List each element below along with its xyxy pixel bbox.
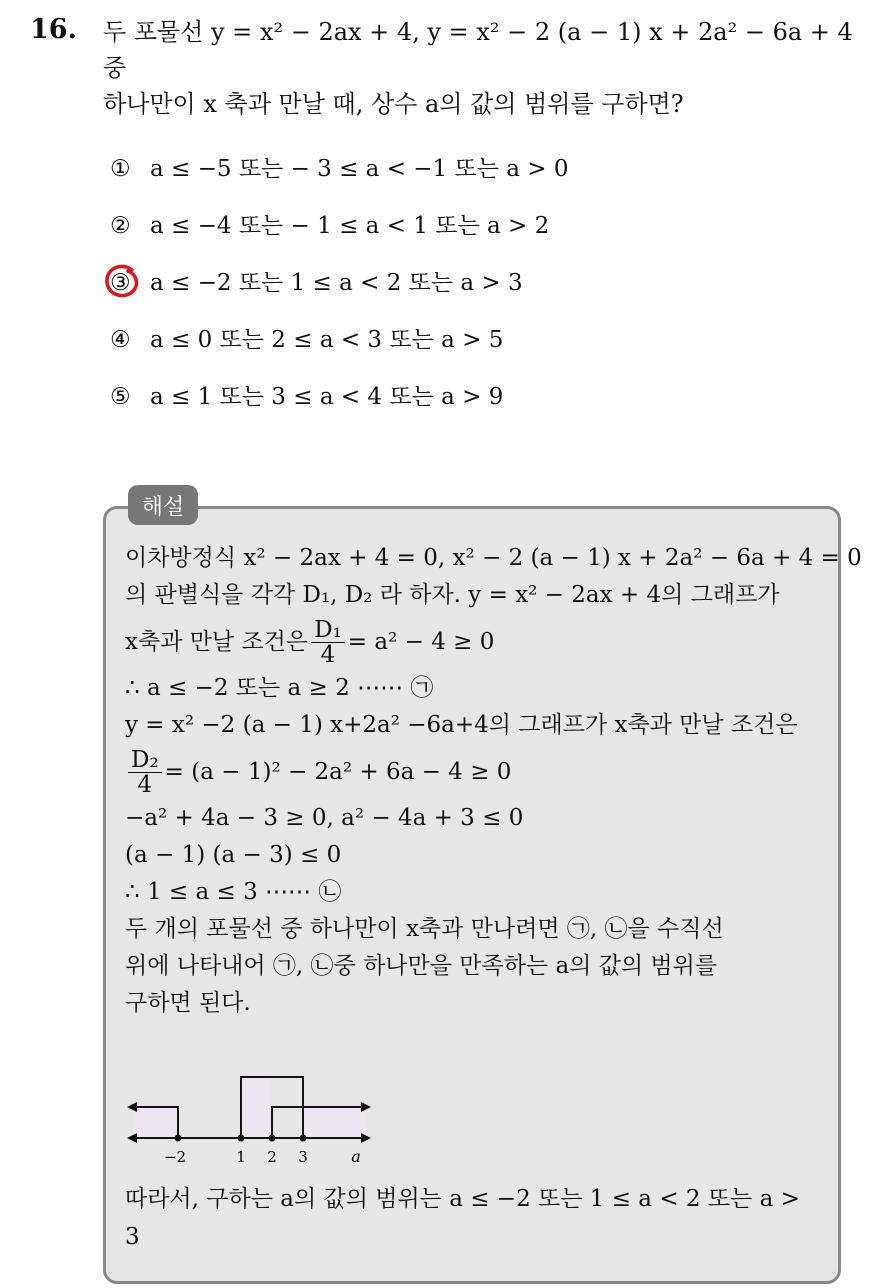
solution-text — [125, 540, 862, 1022]
answer-circle-mark — [102, 262, 142, 302]
question-line-1: 두 포물선 y = x² − 2ax + 4, y = x² − 2 (a − 1) x + 2a² − 6a + 4 중 — [103, 18, 853, 82]
choice-text: a ≤ −5 또는 − 3 ≤ a < −1 또는 a > 0 — [150, 155, 569, 182]
solution-line: ∴ a ≤ −2 또는 a ≥ 2 ⋯⋯ ㉠ — [125, 675, 434, 701]
point-3 — [300, 1135, 307, 1142]
solution-line: ∴ 1 ≤ a ≤ 3 ⋯⋯ ㉡ — [125, 879, 342, 905]
axis-label: a — [351, 1147, 361, 1166]
choices-list — [110, 140, 810, 425]
shade-region-middle — [241, 1077, 271, 1138]
point-1 — [238, 1135, 245, 1142]
choice-5[interactable] — [110, 368, 810, 425]
conclusion-line-2: 3 — [125, 1224, 140, 1250]
fraction-d2-over-4 — [128, 748, 162, 797]
tick-label: −2 — [163, 1148, 187, 1166]
solution-line: 이차방정식 x² − 2ax + 4 = 0, x² − 2 (a − 1) x + 2a² − 6a + 4 = 0 — [125, 545, 862, 571]
choice-number: ⑤ — [110, 383, 131, 410]
choice-text: a ≤ 0 또는 2 ≤ a < 3 또는 a > 5 — [150, 326, 504, 353]
solution-text-part: x축과 만날 조건은 — [125, 628, 309, 655]
axis-arrow-left — [127, 1133, 137, 1143]
solution-line-fraction — [125, 614, 825, 670]
tick-label: 2 — [267, 1148, 277, 1166]
fraction-numerator: D₁ — [311, 618, 345, 643]
point-2 — [269, 1135, 276, 1142]
conclusion-line-1: 따라서, 구하는 a의 값의 범위는 a ≤ −2 또는 1 ≤ a < 2 또는 a > — [125, 1186, 800, 1212]
choice-number: ① — [110, 155, 131, 182]
question-line-2: 하나만이 x 축과 만날 때, 상수 a의 값의 범위를 구하면? — [103, 90, 684, 118]
tick-label: 3 — [298, 1148, 308, 1166]
tick-label: 1 — [236, 1148, 246, 1166]
fraction-denominator: 4 — [320, 641, 336, 668]
solution-text-part: = (a − 1)² − 2a² + 6a − 4 ≥ 0 — [164, 758, 512, 785]
question-text — [103, 14, 873, 122]
choice-number: ② — [110, 212, 131, 239]
range-1-arrow — [127, 1102, 137, 1112]
solution-line: (a − 1) (a − 3) ≤ 0 — [125, 842, 342, 868]
choice-number: ③ — [110, 269, 131, 296]
question-number: 16. — [30, 14, 77, 45]
choice-4[interactable] — [110, 311, 810, 368]
solution-line: 구하면 된다. — [125, 990, 251, 1016]
fraction-numerator: D₂ — [128, 748, 162, 773]
choice-1[interactable] — [110, 140, 810, 197]
number-line-diagram — [123, 1070, 383, 1170]
range-1-right-arrow — [361, 1102, 371, 1112]
choice-2[interactable] — [110, 197, 810, 254]
choice-text: a ≤ −2 또는 1 ≤ a < 2 또는 a > 3 — [150, 269, 523, 296]
solution-line: 두 개의 포물선 중 하나만이 x축과 만나려면 ㉠, ㉡을 수직선 — [125, 916, 724, 942]
shade-region-left — [133, 1107, 178, 1138]
solution-tag: 해설 — [128, 485, 198, 525]
solution-line: 위에 나타내어 ㉠, ㉡중 하나만을 만족하는 a의 값의 범위를 — [125, 953, 718, 979]
choice-text: a ≤ 1 또는 3 ≤ a < 4 또는 a > 9 — [150, 383, 504, 410]
solution-line: −a² + 4a − 3 ≥ 0, a² − 4a + 3 ≤ 0 — [125, 805, 524, 831]
choice-3[interactable] — [110, 254, 810, 311]
solution-line: 의 판별식을 각각 D₁, D₂ 라 하자. y = x² − 2ax + 4의 그래프가 — [125, 582, 780, 608]
shade-region-right — [303, 1107, 365, 1138]
solution-text-part: = a² − 4 ≥ 0 — [347, 628, 495, 655]
point-minus-2 — [175, 1135, 182, 1142]
choice-number: ④ — [110, 326, 131, 353]
solution-line: y = x² −2 (a − 1) x+2a² −6a+4의 그래프가 x축과 만날 조건은 — [125, 712, 798, 738]
axis-arrow-right — [361, 1133, 371, 1143]
fraction-d1-over-4 — [311, 618, 345, 667]
fraction-denominator: 4 — [137, 771, 153, 798]
solution-conclusion — [125, 1180, 825, 1256]
solution-line-fraction — [125, 744, 825, 800]
choice-text: a ≤ −4 또는 − 1 ≤ a < 1 또는 a > 2 — [150, 212, 550, 239]
